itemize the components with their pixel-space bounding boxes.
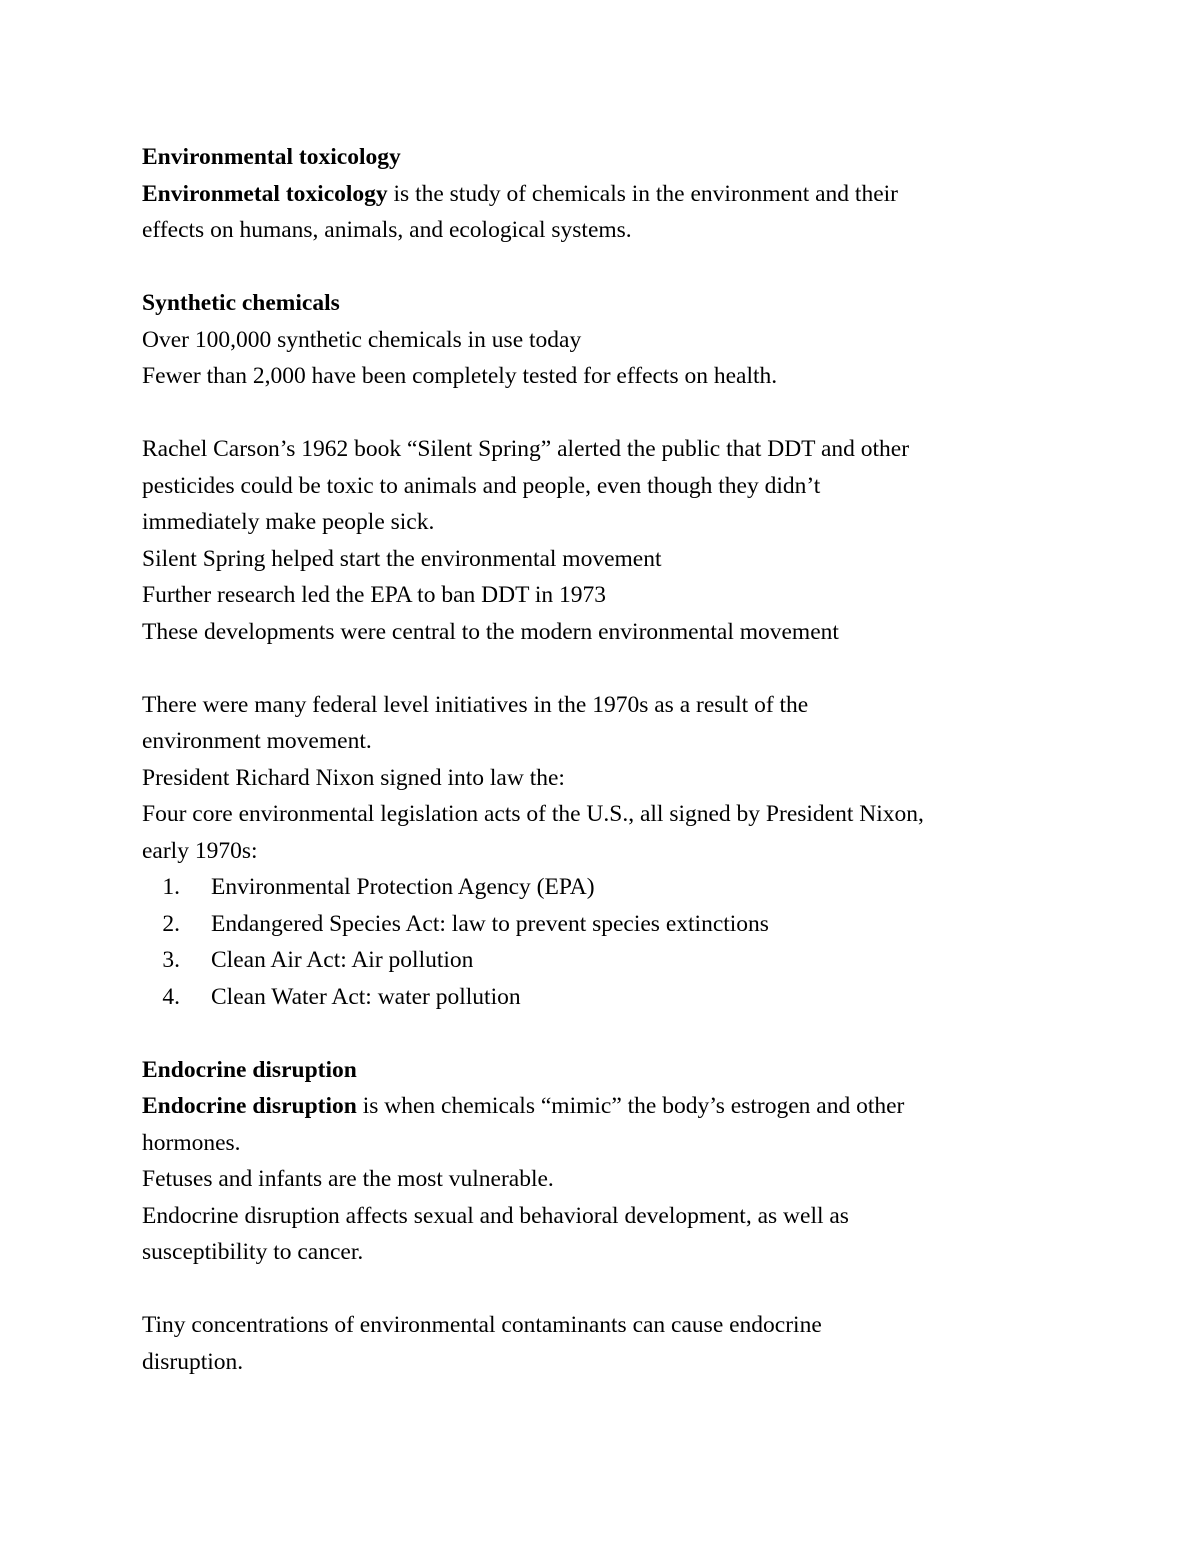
definition-term: Endocrine disruption [142, 1093, 357, 1119]
paragraph-line: early 1970s: [142, 837, 258, 864]
list-number: 1. [162, 874, 180, 900]
blank-line [142, 395, 1082, 432]
list-number: 2. [162, 910, 180, 937]
paragraph-line: There were many federal level initiatives in the 1970s as a result of the [142, 691, 809, 718]
paragraph-line: President Richard Nixon signed into law the: [142, 764, 565, 791]
paragraph-line: Further research led the EPA to ban DDT in 1973 [142, 582, 607, 608]
list-item [142, 979, 1082, 1016]
list-number: 4. [162, 983, 180, 1010]
paragraph-line: pesticides could be toxic to animals and people, even though they didn’t [142, 472, 821, 499]
paragraph-line: Endocrine disruption affects sexual and behavioral development, as well as [142, 1202, 849, 1229]
paragraph-line: susceptibility to cancer. [142, 1239, 364, 1265]
legislation-list [142, 869, 1082, 1015]
paragraph-line: disruption. [142, 1348, 244, 1375]
paragraph-line: Silent Spring helped start the environmental movement [142, 545, 662, 572]
paragraph-line: hormones. [142, 1129, 241, 1156]
list-item-text: Environmental Protection Agency (EPA) [211, 874, 595, 900]
blank-line [142, 650, 1082, 687]
paragraph-line: Four core environmental legislation acts of the U.S., all signed by President Nixon, [142, 801, 924, 827]
paragraph-line: Over 100,000 synthetic chemicals in use today [142, 326, 582, 353]
paragraph-line: immediately make people sick. [142, 509, 435, 535]
paragraph-line: effects on humans, animals, and ecological systems. [142, 217, 632, 243]
paragraph-line: Tiny concentrations of environmental contaminants can cause endocrine [142, 1312, 822, 1338]
list-item-text: Clean Water Act: water pollution [211, 983, 521, 1010]
list-item-text: Clean Air Act: Air pollution [211, 947, 474, 973]
list-item [142, 906, 1082, 943]
paragraph-line: Fetuses and infants are the most vulnerable. [142, 1166, 554, 1192]
blank-line [142, 249, 1082, 286]
list-number: 3. [162, 947, 180, 973]
heading-synthetic-chemicals: Synthetic chemicals [142, 290, 340, 316]
definition-environmental-toxicology [142, 176, 1082, 213]
definition-text: is the study of chemicals in the environment and their [387, 180, 899, 207]
heading-environmental-toxicology: Environmental toxicology [142, 144, 401, 170]
definition-endocrine-disruption [142, 1088, 1082, 1125]
list-item [142, 869, 1082, 906]
blank-line [142, 1271, 1082, 1308]
paragraph-line: Rachel Carson’s 1962 book “Silent Spring” alerted the public that DDT and other [142, 436, 910, 462]
heading-endocrine-disruption: Endocrine disruption [142, 1056, 357, 1083]
definition-text: is when chemicals “mimic” the body’s estrogen and other [356, 1093, 905, 1119]
list-item [142, 942, 1082, 979]
document-page [142, 139, 1082, 1380]
blank-line [142, 1015, 1082, 1052]
paragraph-line: These developments were central to the modern environmental movement [142, 618, 839, 645]
list-item-text: Endangered Species Act: law to prevent species extinctions [211, 910, 769, 937]
paragraph-line: Fewer than 2,000 have been completely tested for effects on health. [142, 363, 778, 389]
paragraph-line: environment movement. [142, 728, 372, 754]
definition-term: Environmetal toxicology [142, 180, 388, 207]
